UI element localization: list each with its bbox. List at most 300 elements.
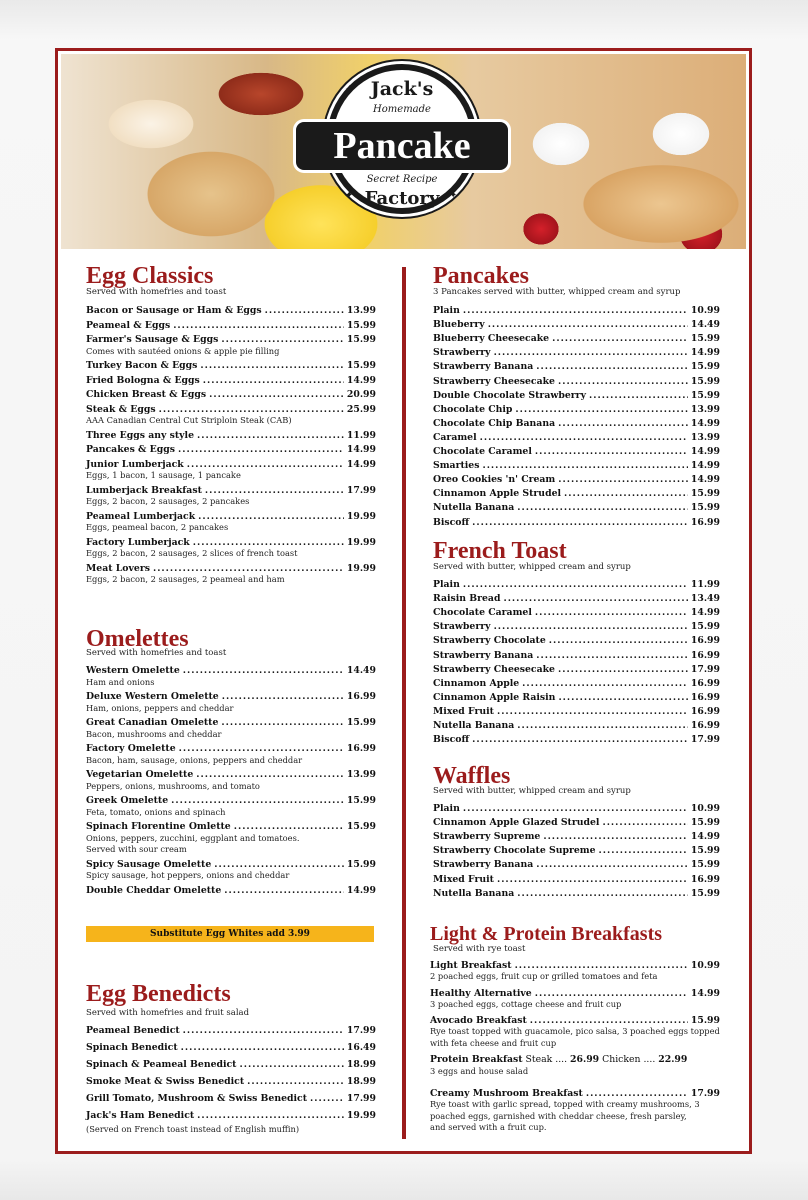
menu-item: [433, 375, 720, 388]
item-name: Cinnamon Apple Raisin: [433, 691, 556, 703]
item-name: Biscoff: [433, 516, 470, 528]
item-description: Eggs, 2 bacon, 2 sausages, 2 peameal and ham: [86, 574, 285, 584]
item-price: 18.99: [346, 1059, 376, 1070]
item-name: Strawberry Cheesecake: [433, 375, 555, 387]
item-price: 15.99: [690, 621, 720, 633]
item-name: Chocolate Caramel: [433, 607, 532, 619]
menu-item: [86, 716, 376, 729]
item-price: 15.99: [346, 319, 376, 331]
item-description: AAA Canadian Central Cut Striploin Steak (CAB): [86, 415, 292, 425]
item-name: Smarties: [433, 460, 480, 472]
leader-dots: [482, 459, 687, 472]
item-name: Strawberry Banana: [433, 361, 534, 373]
item-price: 14.99: [690, 831, 720, 843]
menu-item: [86, 1092, 376, 1105]
item-name: Jack's Ham Benedict: [86, 1110, 195, 1121]
menu-item: [433, 663, 720, 676]
item-price: 15.99: [690, 1015, 720, 1026]
item-name: Grill Tomato, Mushroom & Swiss Benedict: [86, 1093, 307, 1104]
item-name: Strawberry: [433, 347, 491, 359]
item-description: Eggs, peameal bacon, 2 pancakes: [86, 522, 229, 532]
leader-dots: [159, 403, 344, 416]
menu-item: [86, 319, 376, 332]
section-subtitle: Served with homefries and toast: [86, 648, 227, 658]
maple-leaf-icon: ✦: [449, 190, 458, 201]
item-name: Blueberry Cheesecake: [433, 333, 550, 345]
leader-dots: [203, 374, 344, 387]
menu-item: [433, 830, 720, 843]
item-price: 14.99: [690, 987, 720, 999]
item-price: 17.99: [690, 1088, 720, 1099]
item-description: Peppers, onions, mushrooms, and tomato: [86, 780, 260, 791]
menu-item: [86, 858, 376, 871]
menu-item: [86, 742, 376, 755]
leader-dots: [535, 606, 688, 619]
leader-dots: [497, 705, 688, 718]
menu-item: [433, 501, 720, 514]
section-subtitle: Served with butter, whipped cream and syrup: [433, 786, 631, 796]
section-subtitle: Served with homefries and toast: [86, 287, 227, 297]
item-price: 14.49: [690, 319, 720, 331]
item-name: Blueberry: [433, 319, 485, 331]
item-description: 3 eggs and house salad: [430, 1066, 529, 1076]
menu-item: [433, 733, 720, 746]
item-name: Spicy Sausage Omelette: [86, 858, 212, 870]
leader-dots: [193, 536, 344, 549]
item-description: Bacon, mushrooms and cheddar: [86, 728, 222, 739]
item-name: Creamy Mushroom Breakfast: [430, 1088, 583, 1099]
item-name: Mixed Fruit: [433, 873, 494, 885]
leader-dots: [214, 858, 344, 871]
egg-whites-banner: Substitute Egg Whites add 3.99: [86, 926, 374, 942]
leader-dots: [173, 319, 344, 332]
leader-dots: [179, 742, 344, 755]
item-name: Peameal Lumberjack: [86, 510, 196, 522]
item-description: Ham, onions, peppers and cheddar: [86, 702, 234, 713]
item-price: 15.99: [690, 361, 720, 373]
item-price: 13.99: [690, 403, 720, 415]
item-price: 14.99: [346, 374, 376, 386]
menu-item: [433, 705, 720, 718]
menu-frame: [55, 48, 752, 1154]
logo-main-text: Pancake: [296, 122, 508, 170]
menu-item: [86, 690, 376, 703]
menu-item: [433, 634, 720, 647]
item-description: with feta cheese and fruit cup: [430, 1037, 557, 1048]
leader-dots: [515, 403, 687, 416]
item-name: Western Omelette: [86, 665, 180, 676]
menu-item: [433, 304, 720, 317]
item-price: 14.99: [690, 474, 720, 486]
item-name: Cinnamon Apple Strudel: [433, 488, 562, 500]
leader-dots: [247, 1075, 344, 1088]
leader-dots: [517, 887, 688, 900]
menu-item: [86, 333, 376, 346]
leader-dots: [463, 578, 688, 591]
item-price: 19.99: [346, 562, 376, 574]
leader-dots: [536, 360, 688, 373]
item-price: 17.99: [690, 734, 720, 746]
leader-dots: [472, 516, 688, 529]
item-name: Three Eggs any style: [86, 429, 194, 441]
item-price: 25.99: [346, 403, 376, 415]
menu-item: [86, 1041, 376, 1054]
leader-dots: [265, 304, 344, 317]
leader-dots: [463, 802, 688, 815]
leader-dots: [543, 830, 688, 843]
leader-dots: [558, 691, 687, 704]
menu-item: [433, 445, 720, 458]
item-description: Ham and onions: [86, 676, 155, 687]
menu-item: [433, 844, 720, 857]
item-price: 15.99: [690, 389, 720, 401]
item-price: 15.99: [690, 859, 720, 871]
menu-item: [433, 389, 720, 402]
item-description: Eggs, 2 bacon, 2 sausages, 2 slices of french toast: [86, 548, 298, 558]
item-price: 15.99: [690, 887, 720, 899]
item-name: Light Breakfast: [430, 960, 512, 971]
item-price: 17.99: [346, 1025, 376, 1036]
leader-dots: [494, 346, 688, 359]
menu-item: [433, 578, 720, 591]
item-price: 16.49: [346, 1042, 376, 1053]
menu-item: [433, 802, 720, 815]
menu-item: [433, 887, 720, 900]
item-price: 10.99: [690, 960, 720, 971]
item-name: Turkey Bacon & Eggs: [86, 360, 198, 371]
leader-dots: [200, 359, 343, 372]
item-price: 14.99: [690, 446, 720, 457]
leader-dots: [153, 562, 344, 575]
protein-breakfast-row: Protein Breakfast Steak .... 26.99 Chicken .... 22.99: [430, 1054, 688, 1065]
item-price: 13.99: [690, 431, 720, 443]
item-price: 15.99: [346, 858, 376, 870]
leader-dots: [497, 873, 688, 886]
item-name: Strawberry: [433, 621, 491, 633]
item-name: Strawberry Cheesecake: [433, 663, 555, 675]
item-name: Bacon or Sausage or Ham & Eggs: [86, 305, 262, 316]
item-name: Vegetarian Omelette: [86, 769, 194, 780]
menu-item: [86, 884, 376, 897]
item-name: Healthy Alternative: [430, 987, 532, 999]
item-price: 16.99: [690, 649, 720, 661]
item-name: Pancakes & Eggs: [86, 444, 175, 455]
menu-item: [433, 691, 720, 704]
item-name: Strawberry Chocolate: [433, 635, 546, 647]
item-description: Comes with sautéed onions & apple pie filling: [86, 345, 280, 356]
item-name: Strawberry Supreme: [433, 831, 541, 843]
leader-dots: [536, 649, 688, 662]
leader-dots: [589, 389, 688, 402]
chicken-price: 22.99: [658, 1054, 688, 1065]
menu-item: [433, 417, 720, 430]
section-title-waffles: Waffles: [433, 763, 511, 789]
item-price: 16.99: [690, 873, 720, 885]
item-price: 16.99: [346, 743, 376, 754]
item-description: poached eggs, garnished with cheddar cheese, fresh parsley,: [430, 1110, 687, 1121]
item-price: 10.99: [690, 305, 720, 316]
item-price: 15.99: [690, 488, 720, 500]
chicken-label: Chicken: [602, 1054, 641, 1065]
leader-dots: [558, 417, 688, 430]
leader-dots: [558, 663, 688, 676]
logo-secret-recipe-text: Secret Recipe: [366, 174, 438, 185]
leader-dots: [183, 664, 344, 677]
item-name: Protein Breakfast: [430, 1054, 523, 1065]
leader-dots: [549, 634, 688, 647]
item-description: and served with a fruit cup.: [430, 1122, 547, 1132]
column-divider: [402, 267, 406, 1139]
menu-item: [86, 1058, 376, 1071]
steak-label: Steak: [525, 1054, 553, 1065]
item-price: 14.49: [346, 665, 376, 676]
item-name: Farmer's Sausage & Eggs: [86, 334, 219, 345]
item-price: 15.99: [690, 845, 720, 857]
item-name: Cinnamon Apple Glazed Strudel: [433, 817, 600, 829]
leader-dots: [488, 318, 688, 331]
item-name: Factory Omelette: [86, 743, 176, 754]
item-name: Chocolate Chip Banana: [433, 417, 556, 429]
hero-food-photo: [61, 54, 746, 249]
leader-dots: [602, 816, 687, 829]
item-price: 16.99: [690, 691, 720, 703]
item-price: 16.99: [690, 635, 720, 647]
section-subtitle: Served with rye toast: [433, 944, 526, 954]
item-description: Rye toast with garlic spread, topped with creamy mushrooms, 3: [430, 1099, 700, 1109]
item-name: Peameal & Eggs: [86, 319, 171, 331]
menu-item: [86, 768, 376, 781]
leader-dots: [599, 844, 688, 857]
item-price: 19.99: [346, 510, 376, 522]
leader-dots: [503, 592, 687, 605]
item-price: 16.99: [690, 516, 720, 528]
item-name: Great Canadian Omelette: [86, 717, 219, 728]
logo-top-text: Jack's: [370, 78, 434, 100]
menu-item: [433, 677, 720, 690]
menu-item: [86, 429, 376, 442]
leader-dots: [234, 820, 344, 833]
item-name: Nutella Banana: [433, 720, 515, 731]
item-description: 3 poached eggs, cottage cheese and fruit cup: [430, 998, 622, 1009]
menu-item: [433, 346, 720, 359]
item-name: Biscoff: [433, 734, 470, 746]
menu-item: [86, 1024, 376, 1037]
item-name: Plain: [433, 305, 460, 316]
section-title-french-toast: French Toast: [433, 538, 567, 564]
item-price: 14.99: [690, 347, 720, 359]
item-name: Caramel: [433, 431, 477, 443]
menu-item: [433, 431, 720, 444]
item-description: Onions, peppers, zucchini, eggplant and tomatoes.: [86, 832, 300, 843]
item-name: Oreo Cookies 'n' Cream: [433, 474, 556, 486]
item-price: 13.99: [346, 305, 376, 316]
item-name: Strawberry Banana: [433, 649, 534, 661]
menu-item: [86, 820, 376, 833]
item-name: Steak & Eggs: [86, 403, 156, 415]
steak-price: 26.99: [570, 1054, 600, 1065]
item-price: 14.99: [346, 458, 376, 470]
item-price: 13.49: [690, 593, 720, 605]
item-price: 15.99: [346, 334, 376, 345]
section-subtitle: 3 Pancakes served with butter, whipped cream and syrup: [433, 287, 681, 297]
menu-item: [433, 719, 720, 732]
item-name: Avocado Breakfast: [430, 1015, 527, 1026]
item-name: Cinnamon Apple: [433, 677, 520, 689]
menu-item: [433, 606, 720, 619]
item-price: 16.99: [690, 720, 720, 731]
leader-dots: [517, 719, 688, 732]
menu-item: [86, 359, 376, 372]
item-name: Double Chocolate Strawberry: [433, 389, 586, 401]
leader-dots: [222, 690, 344, 703]
item-price: 15.99: [346, 360, 376, 371]
leader-dots: [463, 304, 688, 317]
item-price: 20.99: [346, 389, 376, 400]
item-price: 13.99: [346, 769, 376, 780]
item-price: 10.99: [690, 803, 720, 814]
leader-dots: [494, 620, 688, 633]
item-description: Rye toast topped with guacamole, pico salsa, 3 poached eggs topped: [430, 1026, 720, 1036]
maple-leaf-icon: ✦: [345, 84, 354, 95]
jacks-pancake-factory-logo: [297, 64, 507, 244]
menu-item: [86, 374, 376, 387]
menu-item: [86, 1109, 376, 1122]
item-name: Smoke Meat & Swiss Benedict: [86, 1076, 245, 1087]
item-name: Double Cheddar Omelette: [86, 884, 222, 896]
leader-dots: [552, 332, 688, 345]
item-description: Eggs, 2 bacon, 2 sausages, 2 pancakes: [86, 496, 250, 506]
item-price: 17.99: [690, 663, 720, 675]
menu-item: [433, 487, 720, 500]
item-description: Bacon, ham, sausage, onions, peppers and cheddar: [86, 754, 303, 765]
item-price: 19.99: [346, 536, 376, 548]
section-title-light-protein: Light & Protein Breakfasts: [430, 923, 663, 945]
item-name: Raisin Bread: [433, 593, 501, 605]
item-price: 15.99: [346, 821, 376, 832]
menu-item: [433, 459, 720, 472]
leader-dots: [181, 1041, 344, 1054]
leader-dots: [558, 473, 688, 486]
item-price: 16.99: [690, 705, 720, 717]
leader-dots: [205, 484, 344, 497]
maple-leaf-icon: ✦: [345, 190, 354, 201]
menu-item: [433, 816, 720, 829]
item-description: Spicy sausage, hot peppers, onions and cheddar: [86, 870, 290, 880]
item-name: Plain: [433, 579, 460, 590]
menu-item: [433, 873, 720, 886]
leader-dots: [196, 768, 344, 781]
item-name: Nutella Banana: [433, 887, 515, 899]
menu-item: [433, 360, 720, 373]
leader-dots: [221, 333, 344, 346]
section-subtitle: Served with homefries and fruit salad: [86, 1008, 250, 1018]
leader-dots: [198, 510, 344, 523]
leader-dots: [197, 1109, 344, 1122]
leader-dots: [558, 375, 688, 388]
menu-item: [86, 484, 376, 497]
menu-item: [433, 516, 720, 529]
item-name: Chocolate Caramel: [433, 446, 532, 457]
section-subtitle: Served with butter, whipped cream and syrup: [433, 562, 631, 572]
item-price: 15.99: [346, 795, 376, 806]
leader-dots: [209, 388, 344, 401]
menu-item: [86, 443, 376, 456]
section-title-egg-classics: Egg Classics: [86, 263, 214, 289]
menu-item: [86, 403, 376, 416]
leader-dots: [517, 501, 688, 514]
leader-dots: [536, 858, 688, 871]
leader-dots: [472, 733, 688, 746]
menu-item: [433, 332, 720, 345]
logo-bottom-text: Factory: [364, 188, 440, 209]
leader-dots: [522, 677, 688, 690]
item-name: Junior Lumberjack: [86, 458, 184, 470]
item-price: 15.99: [690, 333, 720, 345]
item-name: Strawberry Banana: [433, 859, 534, 871]
item-price: 14.99: [690, 460, 720, 472]
item-name: Spinach Florentine Omlette: [86, 821, 231, 832]
menu-item: [86, 794, 376, 807]
menu-item: [433, 592, 720, 605]
item-price: 14.99: [346, 444, 376, 455]
item-price: 16.99: [346, 691, 376, 702]
item-price: 16.99: [690, 677, 720, 689]
item-name: Spinach Benedict: [86, 1042, 178, 1053]
leader-dots: [171, 794, 344, 807]
item-name: Chocolate Chip: [433, 403, 513, 415]
item-name: Meat Lovers: [86, 562, 150, 574]
leader-dots: [183, 1024, 344, 1037]
item-description: Served with sour cream: [86, 844, 187, 854]
menu-item: [86, 1075, 376, 1088]
item-name: Lumberjack Breakfast: [86, 484, 202, 496]
item-name: Factory Lumberjack: [86, 536, 190, 548]
item-name: Mixed Fruit: [433, 705, 494, 717]
item-name: Chicken Breast & Eggs: [86, 389, 207, 400]
menu-item: [433, 858, 720, 871]
item-price: 14.99: [690, 607, 720, 619]
section-title-pancakes: Pancakes: [433, 263, 529, 289]
item-description: 2 poached eggs, fruit cup or grilled tomatoes and feta: [430, 971, 658, 981]
item-name: Nutella Banana: [433, 502, 515, 514]
item-description: Feta, tomato, onions and spinach: [86, 806, 226, 817]
menu-item: [86, 388, 376, 401]
item-price: 11.99: [346, 429, 376, 441]
item-description: (Served on French toast instead of English muffin): [86, 1124, 300, 1134]
menu-item: [433, 649, 720, 662]
item-price: 15.99: [690, 375, 720, 387]
item-name: Strawberry Chocolate Supreme: [433, 845, 596, 857]
menu-item: [86, 536, 376, 549]
leader-dots: [197, 429, 344, 442]
logo-homemade-text: Homemade: [373, 104, 431, 115]
leader-dots: [224, 884, 344, 897]
item-price: 15.99: [346, 717, 376, 728]
item-description: Eggs, 1 bacon, 1 sausage, 1 pancake: [86, 470, 241, 480]
menu-item: [86, 304, 376, 317]
item-name: Deluxe Western Omelette: [86, 691, 219, 702]
menu-item: [86, 562, 376, 575]
item-name: Plain: [433, 803, 460, 814]
leader-dots: [310, 1092, 344, 1105]
leader-dots: [564, 487, 688, 500]
menu-item: [86, 510, 376, 523]
item-price: 15.99: [690, 817, 720, 829]
leader-dots: [480, 431, 688, 444]
menu-item: [86, 664, 376, 677]
menu-item: [433, 318, 720, 331]
item-price: 14.99: [690, 417, 720, 429]
